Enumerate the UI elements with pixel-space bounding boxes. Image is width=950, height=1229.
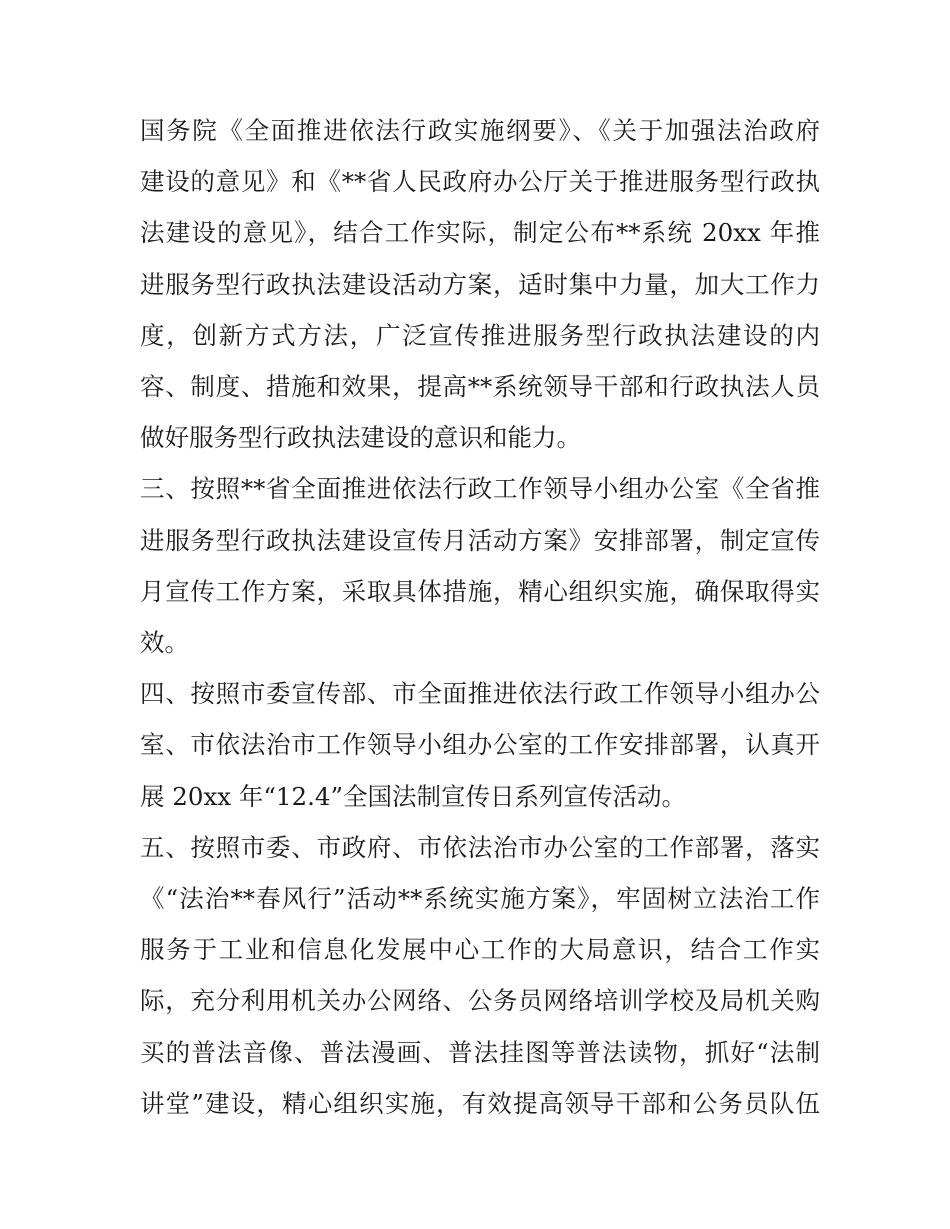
text-line: 度，创新方式方法，广泛宣传推进服务型行政执法建设的内 <box>140 320 820 350</box>
text-line: 进服务型行政执法建设宣传月活动方案》安排部署，制定宣传 <box>140 525 820 555</box>
text-line: 做好服务型行政执法建设的意识和能力。 <box>140 423 581 453</box>
text-line: 建设的意见》和《**省人民政府办公厅关于推进服务型行政执 <box>140 167 820 197</box>
text-line: 服务于工业和信息化发展中心工作的大局意识，结合工作实 <box>140 935 820 965</box>
paragraph-1 <box>140 105 820 463</box>
text-line: 展 20xx 年“12.4”全国法制宣传日系列宣传活动。 <box>140 781 686 811</box>
text-line: 法建设的意见》，结合工作实际，制定公布**系统 20xx 年推 <box>140 218 820 248</box>
text-line: 容、制度、措施和效果，提高**系统领导干部和行政执法人员 <box>140 372 820 402</box>
document-body <box>140 105 820 1129</box>
text-line: 月宣传工作方案，采取具体措施，精心组织实施，确保取得实 <box>140 576 820 606</box>
text-line: 讲堂”建设，精心组织实施，有效提高领导干部和公务员队伍 <box>140 1088 820 1118</box>
paragraph-2 <box>140 463 820 668</box>
text-line: 室、市依法治市工作领导小组办公室的工作安排部署，认真开 <box>140 730 820 760</box>
text-line: 进服务型行政执法建设活动方案，适时集中力量，加大工作力 <box>140 269 820 299</box>
text-line: 买的普法音像、普法漫画、普法挂图等普法读物，抓好“法制 <box>140 1037 820 1067</box>
text-line: 国务院《全面推进依法行政实施纲要》、《关于加强法治政府 <box>140 116 820 145</box>
text-line: 三、按照**省全面推进依法行政工作领导小组办公室《全省推 <box>140 474 820 504</box>
paragraph-4 <box>140 822 820 1129</box>
text-line: 五、按照市委、市政府、市依法治市办公室的工作部署，落实 <box>140 832 820 862</box>
text-line: 《“法治**春风行”活动**系统实施方案》，牢固树立法治工作 <box>140 884 820 914</box>
text-line: 效。 <box>140 628 189 658</box>
text-line: 四、按照市委宣传部、市全面推进依法行政工作领导小组办公 <box>140 679 820 709</box>
text-line: 际，充分利用机关办公网络、公务员网络培训学校及局机关购 <box>140 986 820 1016</box>
paragraph-3 <box>140 668 820 822</box>
